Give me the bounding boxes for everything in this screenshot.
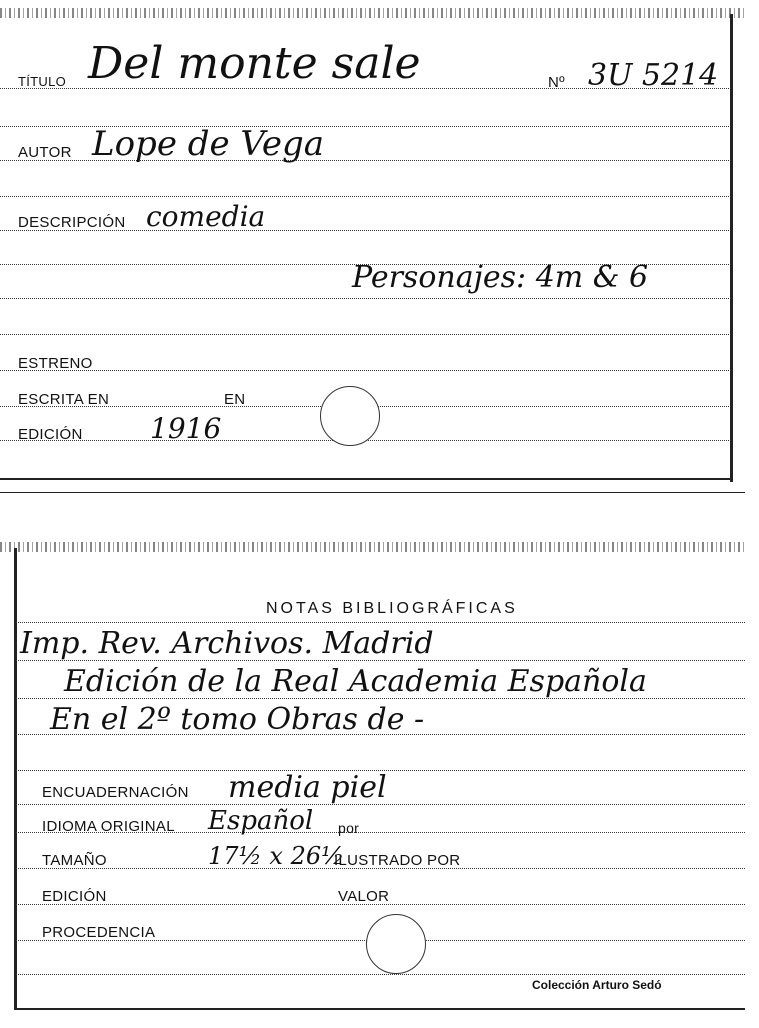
encuadernacion-value: media piel — [228, 770, 387, 805]
card-right-border — [730, 14, 733, 482]
catalog-card-front — [0, 0, 745, 492]
descripcion-value: comedia — [146, 200, 266, 233]
punch-hole — [366, 914, 426, 974]
en-label: EN — [224, 391, 246, 408]
encuadernacion-label: ENCUADERNACIÓN — [42, 784, 189, 801]
note-line-2: Edición de la Real Academia Española — [64, 664, 647, 699]
personajes-line — [0, 298, 731, 299]
estreno-line — [0, 370, 731, 371]
note-line-3: En el 2º tomo Obras de - — [50, 702, 425, 737]
escrita-label: ESCRITA EN — [18, 391, 110, 408]
rule-line — [16, 974, 745, 975]
titulo-label: TÍTULO — [18, 74, 67, 89]
card-separator — [0, 492, 745, 493]
edicion-value: 1916 — [150, 412, 222, 445]
autor-value: Lope de Vega — [92, 124, 325, 164]
punch-hole — [320, 386, 380, 446]
procedencia-label: PROCEDENCIA — [42, 924, 156, 941]
collection-credit: Colección Arturo Sedó — [532, 978, 662, 992]
rule-line — [0, 334, 731, 335]
card-bottom-edge — [0, 478, 731, 480]
por-label: por — [338, 820, 360, 836]
edicion-label: EDICIÓN — [42, 888, 107, 905]
idioma-value: Español — [208, 806, 314, 836]
card-bottom-edge — [16, 1008, 745, 1010]
titulo-value: Del monte sale — [88, 38, 421, 89]
ilustrado-label: ILUSTRADO POR — [334, 852, 461, 869]
numero-label: Nº — [548, 74, 565, 91]
valor-label: VALOR — [338, 888, 390, 905]
estreno-label: ESTRENO — [18, 355, 93, 372]
descripcion-label: DESCRIPCIÓN — [18, 214, 126, 231]
edicion-label: EDICIÓN — [18, 426, 83, 443]
catalog-card-back — [0, 538, 745, 1010]
card-top-edge — [0, 8, 745, 18]
notas-heading: NOTAS BIBLIOGRÁFICAS — [266, 600, 518, 617]
tamano-label: TAMAÑO — [42, 852, 107, 869]
personajes-note: Personajes: 4m & 6 — [352, 260, 649, 295]
autor-label: AUTOR — [18, 144, 72, 161]
rule-line — [0, 196, 731, 197]
tamano-value: 17½ x 26½ — [208, 842, 345, 870]
note-line-1: Imp. Rev. Archivos. Madrid — [20, 626, 434, 661]
numero-value: 3U 5214 — [588, 58, 719, 93]
idioma-label: IDIOMA ORIGINAL — [42, 818, 175, 835]
card-top-edge — [0, 542, 745, 552]
rule-line — [16, 622, 745, 623]
